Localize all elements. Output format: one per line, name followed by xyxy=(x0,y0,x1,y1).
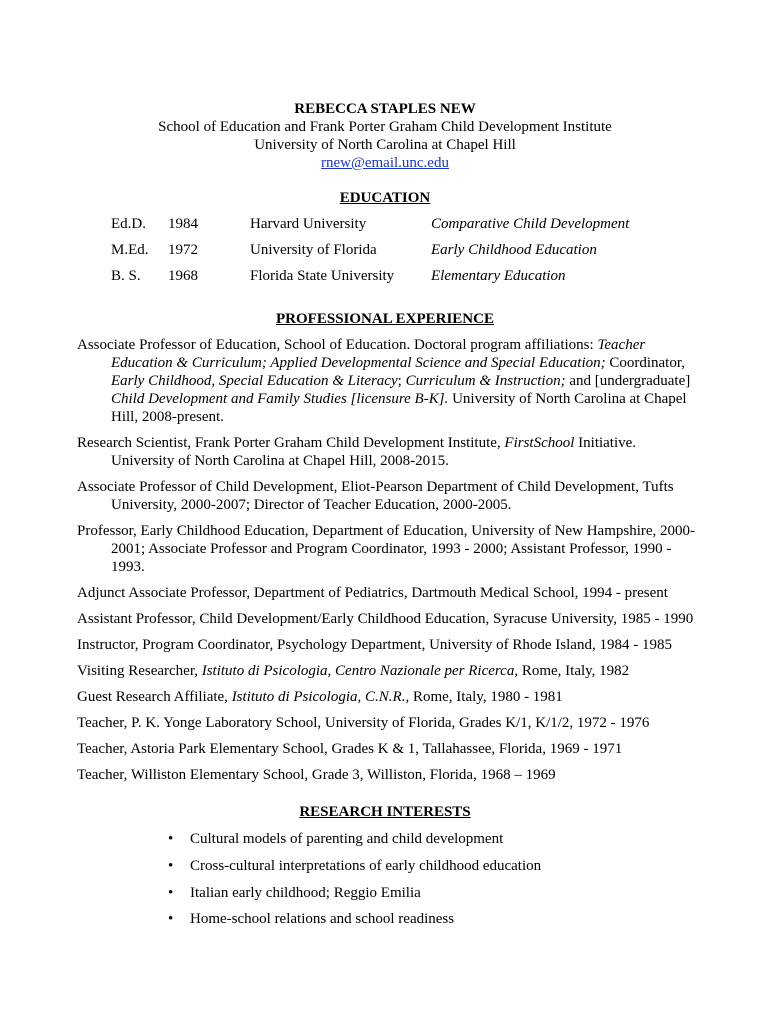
education-heading: EDUCATION xyxy=(339,190,431,206)
experience-entry xyxy=(77,766,697,784)
cv-header xyxy=(0,100,770,172)
school-cell: Florida State University xyxy=(250,268,395,284)
bullet-icon: • xyxy=(168,831,174,847)
experience-entry xyxy=(77,478,697,514)
experience-italic-text: Teacher Education & Curriculum; Applied Developmental Science and Special Education; xyxy=(111,337,646,371)
experience-text: University of North Carolina at Chapel Hill, 2008-present. xyxy=(111,391,687,425)
research-interest-text: Italian early childhood; Reggio Emilia xyxy=(190,885,421,901)
experience-entry xyxy=(77,584,697,602)
experience-italic-text: Istituto di Psicologia, Centro Nazionale per Ricerca xyxy=(201,663,515,679)
bullet-icon: • xyxy=(168,885,174,901)
bullet-icon: • xyxy=(168,911,174,927)
research-interest-text: Cultural models of parenting and child development xyxy=(190,831,504,847)
experience-text: , Rome, Italy, 1982 xyxy=(514,663,630,679)
degree-cell: M.Ed. xyxy=(111,242,149,258)
research-interest-item xyxy=(0,857,770,875)
degree-cell: B. S. xyxy=(111,268,141,284)
field-cell: Early Childhood Education xyxy=(431,242,597,258)
field-cell: Comparative Child Development xyxy=(431,216,630,232)
experience-text: Associate Professor of Education, School of Education. Doctoral program affiliations: xyxy=(77,337,598,353)
experience-text: Associate Professor of Child Development, Eliot-Pearson Department of Child Development, Tufts University, 2000-2007; Director of Teacher Education, 2000-2005. xyxy=(77,479,674,513)
experience-italic-text: FirstSchool xyxy=(504,435,575,451)
experience-entry xyxy=(77,434,697,470)
experience-text: Teacher, Williston Elementary School, Grade 3, Williston, Florida, 1968 – 1969 xyxy=(77,767,556,783)
experience-text: Visiting Researcher, xyxy=(77,663,202,679)
field-cell: Elementary Education xyxy=(431,268,566,284)
experience-italic-text: Early Childhood, Special Education & Literacy xyxy=(111,373,398,389)
email-link[interactable]: rnew@email.unc.edu xyxy=(321,155,449,171)
experience-text: Coordinator, xyxy=(605,355,685,371)
experience-text: Teacher, Astoria Park Elementary School, Grades K & 1, Tallahassee, Florida, 1969 - 1971 xyxy=(77,741,623,757)
experience-entry xyxy=(77,688,697,706)
education-row xyxy=(0,267,770,285)
research-interest-text: Home-school relations and school readiness xyxy=(190,911,455,927)
experience-text: Adjunct Associate Professor, Department of Pediatrics, Dartmouth Medical School, 1994 - present xyxy=(77,585,668,601)
experience-entry xyxy=(77,522,697,576)
experience-italic-text: Curriculum & Instruction; xyxy=(405,373,566,389)
degree-cell: Ed.D. xyxy=(111,216,146,232)
experience-italic-text: Istituto di Psicologia xyxy=(231,689,358,705)
experience-entry xyxy=(77,662,697,680)
experience-entry xyxy=(77,740,697,758)
education-row xyxy=(0,241,770,259)
year-cell: 1972 xyxy=(168,242,198,258)
experience-text: Professor, Early Childhood Education, Department of Education, University of New Hampshire, 2000-2001; Associate Professor and Program Coordinator, 1993 - 2000; Assistant Professor, 1990 - 1993. xyxy=(77,523,696,575)
year-cell: 1968 xyxy=(168,268,198,284)
experience-text: , xyxy=(357,689,366,705)
university-line: University of North Carolina at Chapel Hill xyxy=(254,137,516,153)
person-name: REBECCA STAPLES NEW xyxy=(294,101,476,117)
bullet-icon: • xyxy=(168,858,174,874)
experience-text: Initiative. University of North Carolina at Chapel Hill, 2008-2015. xyxy=(111,435,637,469)
affiliation-line: School of Education and Frank Porter Graham Child Development Institute xyxy=(158,119,612,135)
experience-text: Teacher, P. K. Yonge Laboratory School, University of Florida, Grades K/1, K/1/2, 1972 - 1976 xyxy=(77,715,650,731)
experience-list xyxy=(77,336,697,792)
research-interest-item xyxy=(0,830,770,848)
experience-text: Assistant Professor, Child Development/Early Childhood Education, Syracuse University, 1985 - 1990 xyxy=(77,611,694,627)
research-interest-item xyxy=(0,884,770,902)
experience-entry xyxy=(77,610,697,628)
research-interest-text: Cross-cultural interpretations of early childhood education xyxy=(190,858,542,874)
school-cell: University of Florida xyxy=(250,242,377,258)
experience-entry xyxy=(77,636,697,654)
experience-text: Instructor, Program Coordinator, Psychology Department, University of Rhode Island, 1984 - 1985 xyxy=(77,637,672,653)
experience-entry xyxy=(77,714,697,732)
research-heading: RESEARCH INTERESTS xyxy=(299,804,471,820)
experience-text: , Rome, Italy, 1980 - 1981 xyxy=(405,689,563,705)
research-interest-item xyxy=(0,910,770,928)
experience-text: Research Scientist, Frank Porter Graham Child Development Institute, xyxy=(77,435,505,451)
year-cell: 1984 xyxy=(168,216,198,232)
experience-text: ; xyxy=(397,373,406,389)
experience-entry xyxy=(77,336,697,426)
education-row xyxy=(0,215,770,233)
experience-text: and [undergraduate] xyxy=(565,373,691,389)
experience-italic-text: Child Development and Family Studies [licensure B-K]. xyxy=(111,391,449,407)
experience-italic-text: C.N.R. xyxy=(365,689,406,705)
experience-heading: PROFESSIONAL EXPERIENCE xyxy=(276,311,494,327)
experience-text: Guest Research Affiliate, xyxy=(77,689,232,705)
school-cell: Harvard University xyxy=(250,216,367,232)
